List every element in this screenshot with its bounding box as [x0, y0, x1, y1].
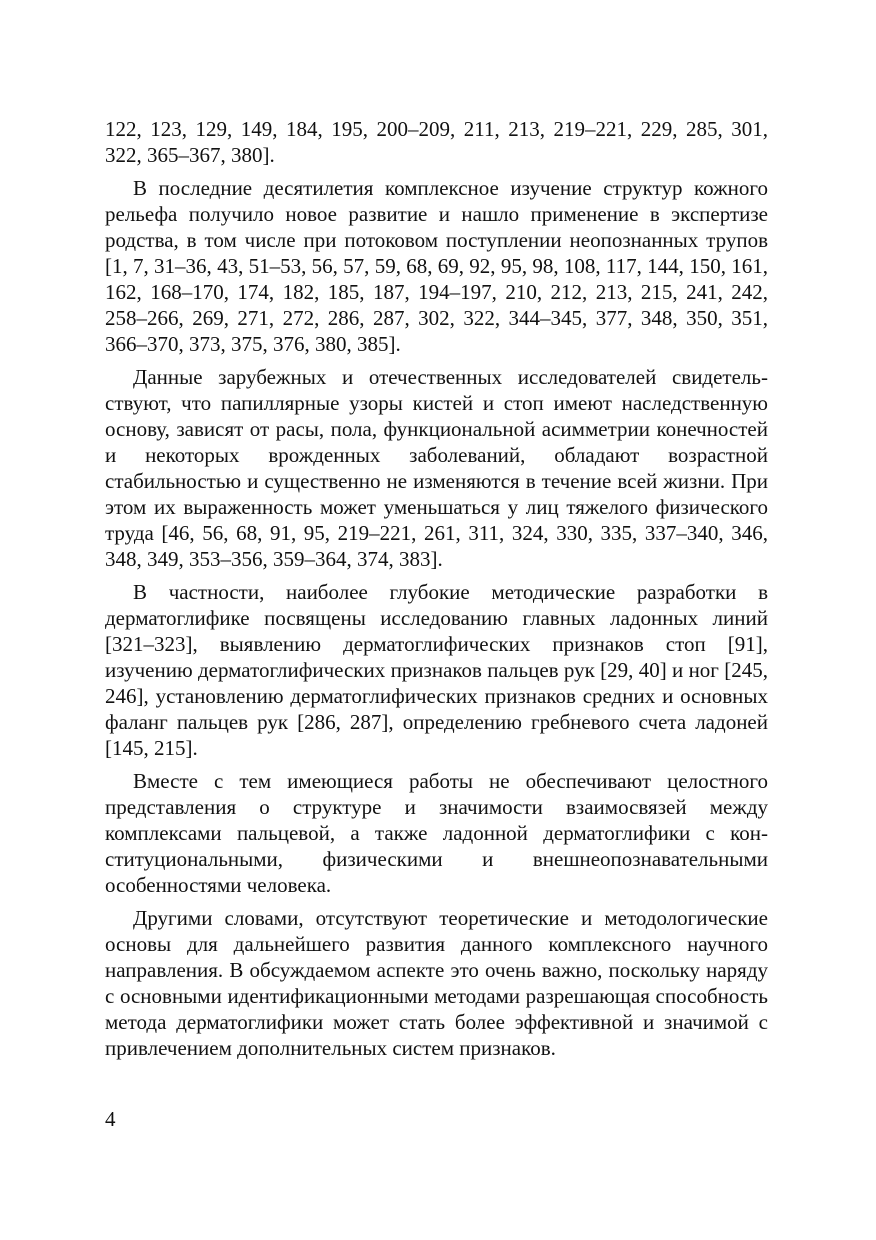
page-number: 4	[105, 1107, 116, 1131]
paragraph-theoretical-basis: Другими словами, отсутствуют теоретические и методологические основы для дальнейшего развития данного комплексного научного направления. В обсуждаемом аспекте это очень важно, поскольку наряду с основными идентификационными методами разрешающая способность метода дерматоглифики может стать более эффективной и значимой с привлечением дополнительных систем признаков.	[105, 906, 768, 1060]
paragraph-research-data: Данные зарубежных и отечественных исследователей свидетельствуют, что папиллярные узоры кистей и стоп имеют наследственную основу, зависят от расы, пола, функциональной асимметрии конечностей и некоторых врожденных заболеваний, обладают возрастной стабильностью и существенно не изменяются в течение всей жизни. При этом их выраженность может уменьшаться у лиц тяжелого физического труда [46, 56, 68, 91, 95, 219–221, 261, 311, 324, 330, 335, 337–340, 346, 348, 349, 353–356, 359–364, 374, 383].	[105, 365, 768, 571]
paragraph-kinship-expertise: В последние десятилетия комплексное изучение структур кожного рельефа получило новое развитие и нашло применение в экспертизе родства, в том числе при потоковом поступлении неопознанных трупов [1, 7, 31–36, 43, 51–53, 56, 57, 59, 68, 69, 92, 95, 98, 108, 117, 144, 150, 161, 162, 168–170, 174, 182, 185, 187, 194–197, 210, 212, 213, 215, 241, 242, 258–266, 269, 271, 272, 286, 287, 302, 322, 344–345, 377, 348, 350, 351, 366–370, 373, 375, 376, 380, 385].	[105, 176, 768, 356]
body-text	[105, 116, 768, 1068]
paragraph-integrity-gap: Вместе с тем имеющиеся работы не обеспечивают целостного представления о структуре и значимости взаимосвязей между комплексами пальцевой, а также ладонной дерматоглифики с конституциональными, физическими и внешнеопознавательными особенностями человека.	[105, 769, 768, 897]
paragraph-methodological-developments: В частности, наиболее глубокие методические разработки в дерматоглифике посвящены исследованию главных ладонных линий [321–323], выявлению дерматоглифических признаков стоп [91], изучению дерматоглифических признаков пальцев рук [29, 40] и ног [245, 246], установлению дерматоглифических признаков средних и основных фаланг пальцев рук [286, 287], определению гребневого счета ладоней [145, 215].	[105, 580, 768, 760]
paragraph-references-continued: 122, 123, 129, 149, 184, 195, 200–209, 211, 213, 219–221, 229, 285, 301, 322, 365–367, 380].	[105, 117, 768, 167]
